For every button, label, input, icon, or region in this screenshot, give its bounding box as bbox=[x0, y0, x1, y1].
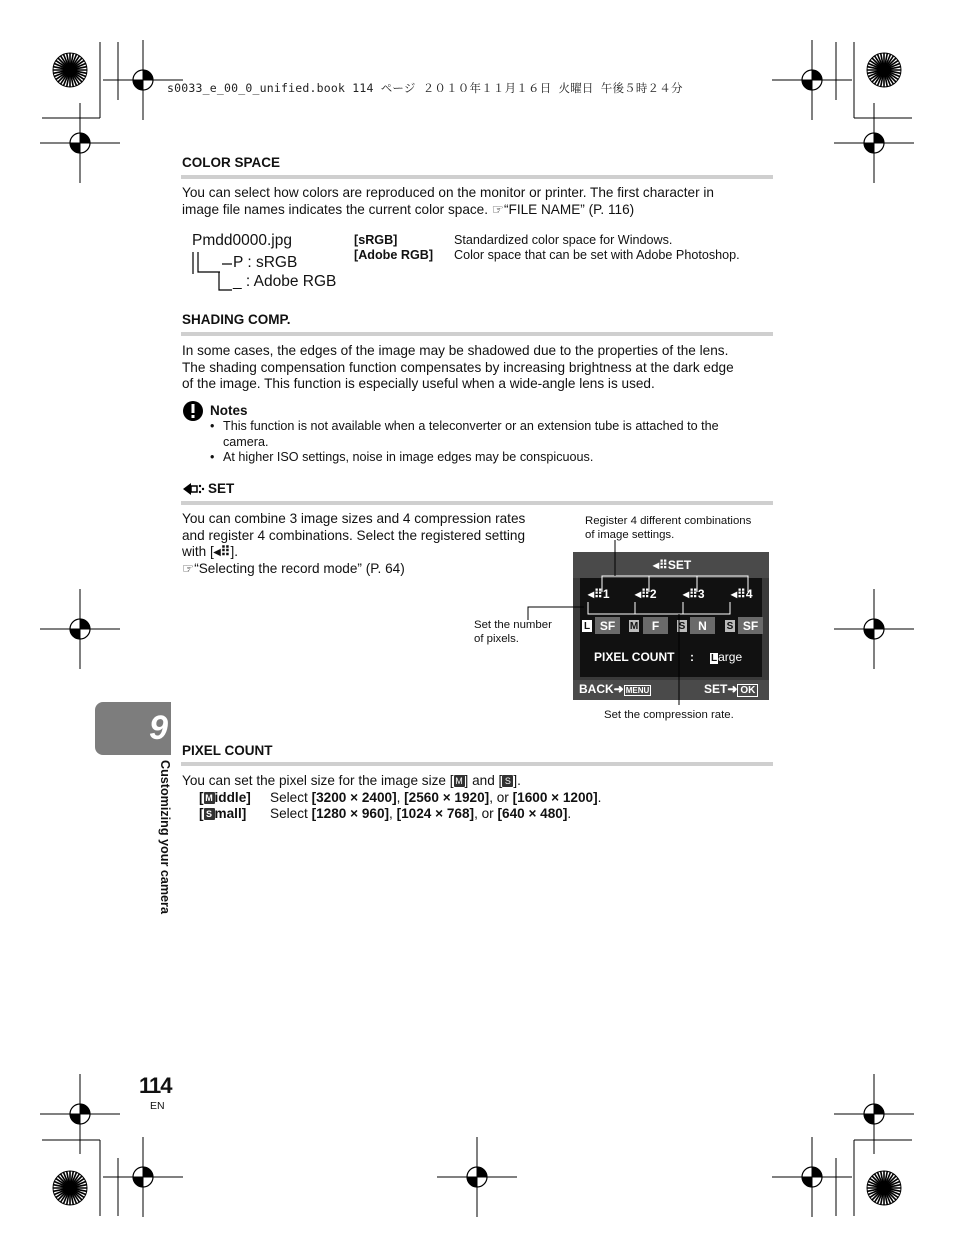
page-language: EN bbox=[150, 1100, 165, 1112]
quality-cell[interactable]: SF bbox=[738, 617, 763, 634]
color-space-line-1: You can select how colors are reproduced on the monitor or printer. The first character in bbox=[182, 185, 714, 200]
pixel-count-label: PIXEL COUNT bbox=[594, 650, 675, 664]
quick-quality-icon: ◂⠿ bbox=[213, 544, 231, 560]
back-menu-button[interactable]: BACK➜ MENU bbox=[579, 682, 650, 696]
file-name-example: Pmdd0000.jpg bbox=[192, 232, 292, 249]
notes-title: Notes bbox=[210, 403, 248, 418]
quality-cell[interactable]: N bbox=[690, 617, 715, 634]
quality-cell[interactable]: SF bbox=[595, 617, 620, 634]
callout-register-combinations: Register 4 different combinations of image settings. bbox=[585, 515, 752, 541]
note-item: • This function is not available when a teleconverter or an extension tube is attached to the camera. bbox=[210, 419, 719, 449]
chapter-tab bbox=[95, 702, 171, 755]
shading-comp-description: In some cases, the edges of the image may be shadowed due to the properties of the lens. The shading compensation function compensates by increasing brightness at the dark edge of the image. This function is especially useful when a wide-angle lens is used. bbox=[182, 343, 734, 392]
option-srgb-key: [sRGB] bbox=[354, 233, 398, 247]
file-prefix-srgb: P : sRGB bbox=[233, 254, 298, 271]
size-badge[interactable]: S bbox=[678, 620, 686, 632]
quality-cell[interactable]: F bbox=[643, 617, 668, 634]
pixel-count-middle-row: [ M iddle] Select [3200 × 2400], [2560 × 1920], or [1600 × 1200]. bbox=[199, 790, 602, 805]
slot-label-2: ◂⠿2 bbox=[635, 587, 657, 601]
color-space-description bbox=[182, 185, 782, 218]
color-space-title: COLOR SPACE bbox=[182, 155, 281, 170]
warning-icon bbox=[182, 400, 204, 422]
option-adobe-rgb-desc: Color space that can be set with Adobe Photoshop. bbox=[454, 248, 740, 262]
size-badge[interactable]: S bbox=[726, 620, 734, 632]
file-prefix-adobe-rgb: _ : Adobe RGB bbox=[233, 273, 337, 290]
pixel-count-title: PIXEL COUNT bbox=[182, 743, 273, 758]
size-badge[interactable]: M bbox=[629, 620, 639, 632]
option-adobe-rgb-key: [Adobe RGB] bbox=[354, 248, 434, 262]
size-badge[interactable]: L bbox=[583, 620, 591, 632]
slot-label-1: ◂⠿1 bbox=[588, 587, 610, 601]
reference-icon: ☞ bbox=[491, 201, 504, 217]
file-name-reference: “FILE NAME” (P. 116) bbox=[503, 201, 635, 217]
pixel-count-value: Large bbox=[711, 650, 743, 664]
small-size-icon: S bbox=[502, 775, 513, 787]
color-space-line-2: image file names indicates the current color space. ☞“FILE NAME” (P. 116) bbox=[182, 201, 635, 217]
callout-set-pixels: Set the number of pixels. bbox=[474, 619, 552, 645]
pixel-count-separator: : bbox=[690, 650, 694, 664]
pixel-count-intro: You can set the pixel size for the image size [ M ] and [ S ]. bbox=[182, 773, 521, 788]
middle-size-icon: M bbox=[455, 776, 463, 786]
chapter-number: 9 bbox=[149, 709, 168, 747]
section-divider bbox=[181, 762, 773, 766]
section-divider bbox=[181, 332, 773, 336]
section-divider bbox=[181, 501, 773, 505]
chapter-title-vertical: Customizing your camera bbox=[158, 760, 172, 914]
record-mode-reference: “Selecting the record mode” (P. 64) bbox=[194, 561, 405, 577]
shading-comp-title: SHADING COMP. bbox=[182, 312, 291, 327]
page-number: 114 bbox=[139, 1073, 172, 1098]
set-ok-button[interactable]: SET➜ OK bbox=[704, 682, 758, 696]
slot-label-3: ◂⠿3 bbox=[683, 587, 705, 601]
pixel-count-small-row: [ S mall] Select [1280 × 960], [1024 × 768], or [640 × 480]. bbox=[199, 806, 572, 821]
quick-quality-icon: ◂⠿ bbox=[653, 558, 668, 572]
quick-quality-icon bbox=[182, 481, 206, 497]
note-item: • At higher ISO settings, noise in image edges may be conspicuous. bbox=[210, 450, 594, 464]
callout-leader-lines bbox=[520, 540, 780, 715]
option-srgb-desc: Standardized color space for Windows. bbox=[454, 233, 673, 247]
screen-title: ◂⠿SET bbox=[653, 558, 692, 572]
reference-icon: ☞ bbox=[182, 561, 195, 577]
print-header-line: s0033_e_00_0_unified.book 114 ページ ２０１０年１１月１６日 火曜日 午後５時２４分 bbox=[167, 81, 683, 95]
callout-set-compression: Set the compression rate. bbox=[604, 709, 734, 721]
slot-label-4: ◂⠿4 bbox=[731, 587, 753, 601]
set-title: SET bbox=[208, 481, 235, 496]
section-divider bbox=[181, 175, 773, 179]
set-description: You can combine 3 image sizes and 4 compression rates and register 4 combinations. Select the registered setting with [◂⠿]. ☞“Selecting the record mode” (P. 64) bbox=[182, 511, 526, 577]
